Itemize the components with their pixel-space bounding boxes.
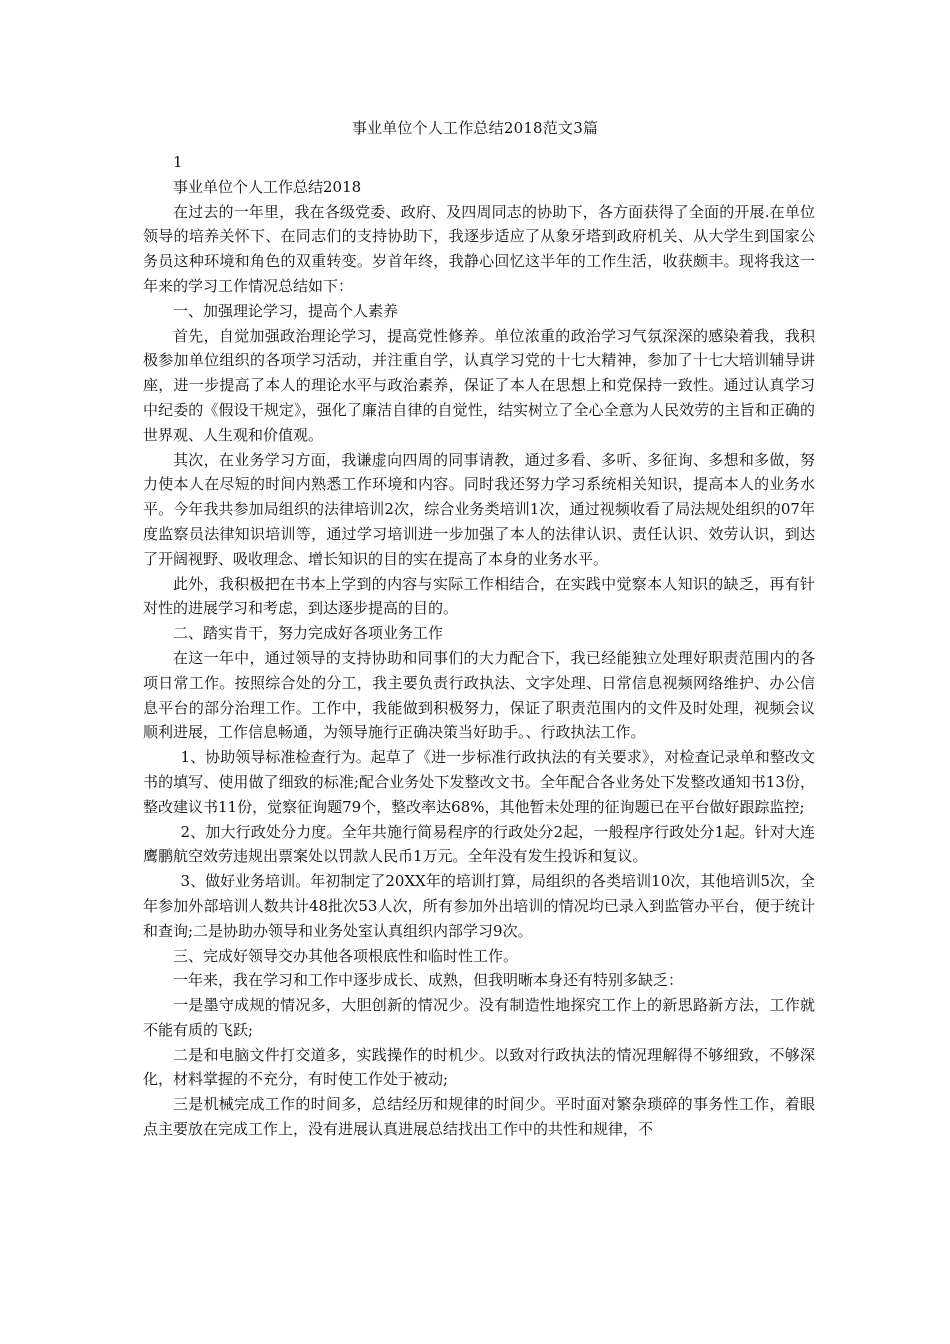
document-body [143, 150, 815, 1142]
paragraph-business-study: 其次，在业务学习方面，我谦虚向四周的同事请教，通过多看、多听、多征询、多想和多做，努力使本人在尽短的时间内熟悉工作环境和内容。同时我还努力学习系统相关知识，提高本人的业务水平。今年我共参加局组织的法律培训2次，综合业务类培训1次，通过视频收看了局法规处组织的07年度监察员法律知识培训等，通过学习培训进一步加强了本人的法律认识、责任认识、效劳认识，到达了开阔视野、吸收理念、增长知识的目的实在提高了本身的业务水平。 [143, 450, 815, 568]
paragraph-shortcoming-2: 二是和电脑文件打交道多，实践操作的时机少。以致对行政执法的情况理解得不够细致，不够深化，材料掌握的不充分，有时使工作处于被动; [143, 1045, 815, 1089]
paragraph-shortcoming-1: 一是墨守成规的情况多，大胆创新的情况少。没有制造性地探究工作上的新思路新方法，工作就不能有质的飞跃; [143, 996, 815, 1039]
heading-theory-study: 一、加强理论学习，提高个人素养 [173, 301, 399, 320]
list-item-training: 3、做好业务培训。年初制定了20XX年的培训打算，局组织的各类培训10次，其他培训5次，全年参加外部培训人数共计48批次53人次，所有参加外出培训的情况均已录入到监管办平台，便于统计和查询;二是协助办领导和业务处室认真组织内部学习9次。 [143, 872, 815, 940]
paragraph-intro: 在过去的一年里，我在各级党委、政府、及四周同志的协助下，各方面获得了全面的开展.在单位领导的培养关怀下、在同志们的支持协助下，我逐步适应了从象牙塔到政府机关、从大学生到国家公务员这种环境和角色的双重转变。岁首年终，我静心回忆这半年的工作生活，收获颇丰。现将我这一年来的学习工作情况总结如下： [143, 202, 815, 295]
paragraph-shortcomings-intro: 一年来，我在学习和工作中逐步成长、成熟，但我明晰本身还有特别多缺乏： [173, 971, 684, 990]
section-heading: 事业单位个人工作总结2018 [173, 177, 362, 196]
heading-other-tasks: 三、完成好领导交办其他各项根底性和临时性工作。 [173, 946, 519, 965]
paragraph-shortcoming-3: 三是机械完成工作的时间多，总结经历和规律的时间少。平时面对繁杂琐碎的事务性工作，着眼点主要放在完成工作上，没有进展认真进展总结找出工作中的共性和规律，不 [143, 1095, 815, 1139]
paragraph-daily-work: 在这一年中，通过领导的支持协助和同事们的大力配合下，我已经能独立处理好职责范围内的各项日常工作。按照综合处的分工，我主要负责行政执法、文字处理、日常信息视频网络维护、办公信息平台的部分治理工作。工作中，我能做到积极努力，保证了职责范围内的文件及时处理，视频会议顺利进展，工作信息畅通，为领导施行正确决策当好助手。、行政执法工作。 [143, 648, 815, 742]
heading-business-work: 二、踏实肯干，努力完成好各项业务工作 [173, 624, 444, 643]
paragraph-political-study: 首先，自觉加强政治理论学习，提高党性修养。单位浓重的政治学习气氛深深的感染着我，我积极参加单位组织的各项学习活动，并注重自学，认真学习党的十七大精神，参加了十七大培训辅导讲座，进一步提高了本人的理论水平与政治素养，保证了本人在思想上和党保持一致性。通过认真学习中纪委的《假设干规定》，强化了廉洁自律的自觉性，结实树立了全心全意为人民效劳的主旨和正确的世界观、人生观和价值观。 [143, 326, 815, 444]
document-title: 事业单位个人工作总结2018范文3篇 [351, 119, 599, 137]
paragraph-practice: 此外，我积极把在书本上学到的内容与实际工作相结合，在实践中觉察本人知识的缺乏，再有针对性的进展学习和考虑，到达逐步提高的目的。 [143, 574, 815, 618]
section-number: 1 [173, 153, 183, 171]
list-item-inspection: 1、协助领导标准检查行为。起草了《进一步标准行政执法的有关要求》，对检查记录单和整改文书的填写、使用做了细致的标准;配合业务处下发整改文书。全年配合各业务处下发整改通知书13份，整改建议书11份，觉察征询题79个，整改率达68%，其他暂未处理的征询题已在平台做好跟踪监控; [143, 748, 815, 816]
list-item-penalty: 2、加大行政处分力度。全年共施行简易程序的行政处分2起，一般程序行政处分1起。针对大连鹰鹏航空效劳违规出票案处以罚款人民币1万元。全年没有发生投诉和复议。 [143, 822, 815, 866]
